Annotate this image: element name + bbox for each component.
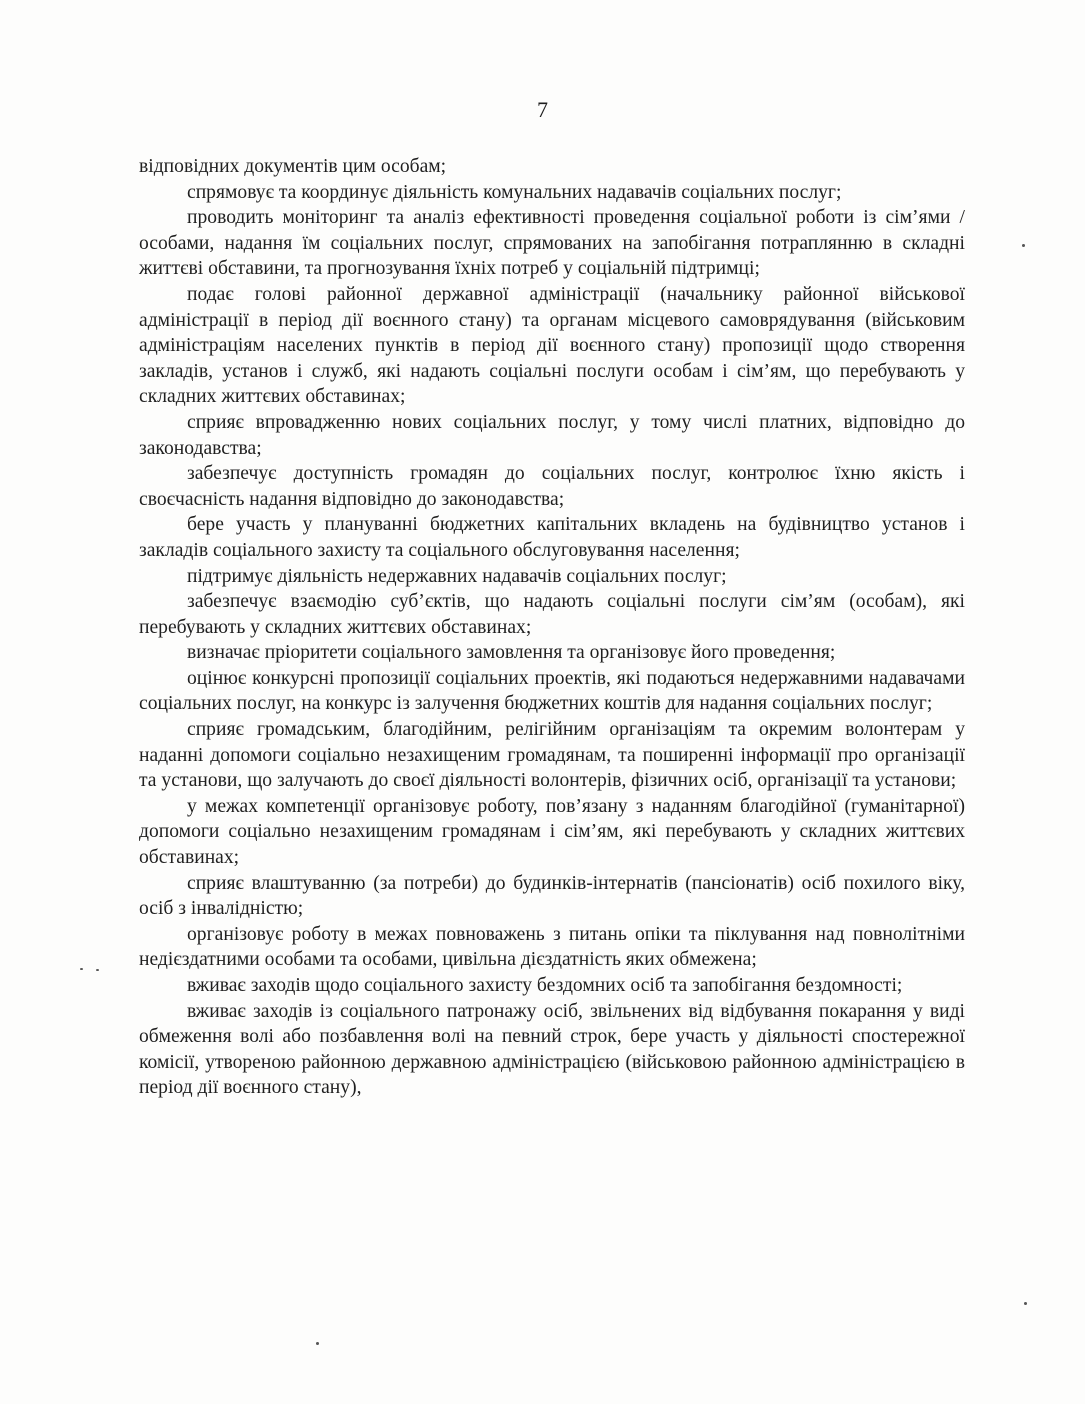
scan-speck (316, 1342, 319, 1345)
paragraph: бере участь у плануванні бюджетних капітальних вкладень на будівництво установ і закладів соціального захисту та соціального обслуговування населення; (139, 514, 965, 561)
paragraph: сприяє впровадженню нових соціальних послуг, у тому числі платних, відповідно до законодавства; (139, 411, 965, 459)
paragraph: відповідних документів цим особам; (139, 156, 447, 177)
paragraph: підтримує діяльність недержавних надавачів соціальних послуг; (187, 565, 727, 587)
document-body (139, 154, 965, 1101)
scan-speck (96, 969, 99, 971)
paragraph: сприяє громадським, благодійним, релігійним організаціям та окремим волонтерам у наданні допомоги соціально незахищеним громадянам, та поширенні інформації про організації та установи, що залучають до своєї діяльності волонтерів, фізичних осіб, організації та установи; (139, 719, 965, 792)
paragraph: забезпечує взаємодію суб’єктів, що надають соціальні послуги сім’ям (особам), які перебувають у складних життєвих обставинах; (139, 591, 965, 638)
paragraph: визначає пріоритети соціального замовлення та організовує його проведення; (187, 642, 836, 664)
paragraph: подає голові районної державної адміністрації (начальнику районної військової адміністрації в період дії воєнного стану) та органам місцевого самоврядування (військовим адміністраціям населених пунктів в період дії воєнного стану) пропозиції щодо створення закладів, установ і служб, які надають соціальні послуги особам і сім’ям, що перебувають у складних життєвих обставинах; (139, 283, 965, 408)
paragraph: спрямовує та координує діяльність комунальних надавачів соціальних послуг; (187, 181, 842, 203)
paragraph: оцінює конкурсні пропозиції соціальних проектів, які подаються недержавними надавачами соціальних послуг, на конкурс із залучення бюджетних коштів для надання соціальних послуг; (139, 667, 965, 715)
paragraph: забезпечує доступність громадян до соціальних послуг, контролює їхню якість і своєчасність надання відповідно до законодавства; (139, 463, 965, 510)
page-number: 7 (537, 97, 548, 122)
paragraph: вживає заходів із соціального патронажу осіб, звільнених від відбування покарання у виді обмеження волі або позбавлення волі на певний строк, бере участь у діяльності спостережної комісії, утвореною районною державною адміністрацією (військовою районною адміністрацією в період дії воєнного стану), (139, 1000, 965, 1099)
paragraph: проводить моніторинг та аналіз ефективності проведення соціальної роботи із сім’ями / особами, надання їм соціальних послуг, спрямованих на запобігання потраплянню в складні життєві обставини, та прогнозування їхніх потреб у соціальній підтримці; (139, 207, 965, 280)
scan-speck (1022, 244, 1025, 247)
scan-speck (1024, 1302, 1027, 1305)
paragraph: у межах компетенції організовує роботу, пов’язану з наданням благодійної (гуманітарної) допомоги соціально незахищеним громадянам і сім’ям, які перебувають у складних життєвих обставинах; (139, 795, 965, 869)
scan-speck (80, 968, 83, 970)
paragraph: організовує роботу в межах повноважень з питань опіки та піклування над повнолітніми недієздатними особами та особами, цивільна дієздатність яких обмежена; (139, 923, 965, 971)
paragraph: сприяє влаштуванню (за потреби) до будинків-інтернатів (пансіонатів) осіб похилого віку, осіб з інвалідністю; (139, 872, 965, 920)
paragraph: вживає заходів щодо соціального захисту бездомних осіб та запобігання бездомності; (187, 975, 903, 996)
